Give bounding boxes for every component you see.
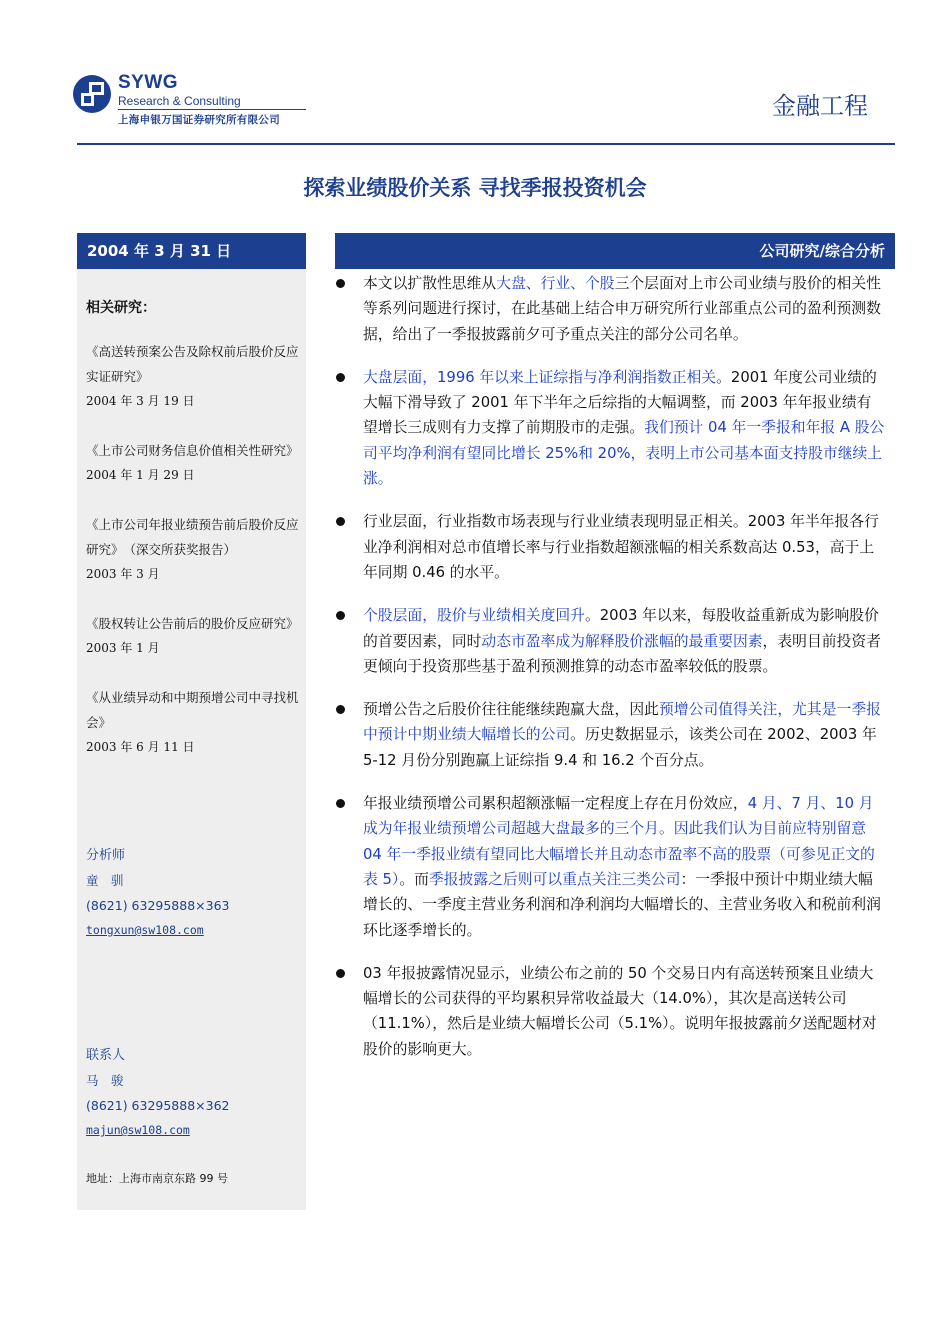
company-logo: [72, 70, 312, 130]
bullet-text: 03 年报披露情况显示，业绩公布之前的 50 个交易日内有高送转预案且业绩大幅增长的公司获得的平均累积异常收益最大（14.0%），其次是高送转公司（11.1%），然后是业绩大幅增长公司（5.1%）。说明年报披露前夕送配题材对股价的影响更大。: [363, 964, 877, 1058]
related-ref: [86, 438, 300, 488]
related-ref-date: 2003 年 6 月 11 日: [86, 740, 195, 754]
highlighted-text: 大盘层面，1996 年以来上证综指与净利润指数正相关: [363, 368, 717, 386]
logo-divider: [118, 109, 306, 110]
summary-bullet: [335, 697, 885, 773]
bullet-dot-icon: [336, 611, 345, 620]
related-research-title: 相关研究：: [86, 300, 156, 316]
related-ref-title: 《从业绩异动和中期预增公司中寻找机会》: [86, 690, 299, 730]
bullet-text: 。而: [399, 870, 429, 888]
summary-bullet: [335, 603, 885, 679]
analyst-label: 分析师: [86, 848, 126, 863]
logo-tagline: Research & Consulting: [118, 94, 241, 108]
bullet-text: 行业层面，行业指数市场表现与行业业绩表现明显正相关。2003 年半年报各行业净利润相对总市值增长率与行业指数超额涨幅的相关系数高达 0.53，高于上年同期 0.46 的水平。: [363, 513, 879, 581]
bullet-dot-icon: [336, 799, 345, 808]
highlighted-text: 个股层面，股价与业绩相关度回升: [363, 607, 585, 625]
bullet-text: 本文以扩散性思维从: [363, 275, 497, 292]
bullet-dot-icon: [336, 969, 345, 978]
contact-label: 联系人: [86, 1048, 126, 1063]
bullet-text: ，表明目前投资者更倾向于投资那些基于盈利预测推算的动态市盈率较低的股票。: [363, 632, 881, 675]
related-ref: [86, 685, 300, 760]
summary-bullet: [335, 271, 885, 347]
analyst-phone: (8621) 63295888×363: [86, 898, 230, 913]
related-ref: [86, 512, 300, 587]
highlighted-text: 预增公司值得关注，尤其是一季报中预计中期业绩大幅增长的公司: [363, 701, 881, 744]
related-ref-date: 2004 年 3 月 19 日: [86, 394, 195, 408]
highlighted-text: 我们预计 04 年一季报和年报 A 股公司平均净利润有望同比增长 25%和 20%，表明上市公司基本面支持股市继续上涨。: [363, 419, 885, 488]
related-ref-title: 《上市公司年报业绩预告前后股价反应研究》 （深交所获奖报告）: [86, 517, 299, 557]
highlighted-text: 大盘、行业、个股: [496, 275, 615, 292]
related-ref: [86, 339, 300, 414]
report-date: 2004 年 3 月 31 日: [77, 233, 306, 269]
related-ref-title: 《上市公司财务信息价值相关性研究》: [86, 443, 299, 458]
highlighted-text: 季报披露之后则可以重点关注三类公司: [428, 870, 681, 888]
contact-phone: (8621) 63295888×362: [86, 1098, 230, 1113]
summary-bullet: [335, 791, 885, 943]
summary-bullets: [335, 271, 885, 1080]
bullet-dot-icon: [336, 517, 345, 526]
analyst-name: 童 驯: [86, 873, 124, 888]
bullet-text: 三个层面对上市公司业绩与股价的相关性等系列问题进行探讨，在此基础上结合申万研究所行业部重点公司的盈利预测数据，给出了一季报披露前夕可予重点关注的部分公司名单。: [363, 275, 881, 343]
analyst-email-link[interactable]: tongxun@sw108.com: [86, 923, 204, 937]
section-label: 金融工程: [772, 92, 868, 120]
logo-abbr: SYWG: [118, 72, 179, 93]
summary-bullet: [335, 961, 885, 1062]
summary-bullet: [335, 365, 885, 491]
address: 地址：上海市南京东路 99 号: [86, 1172, 228, 1185]
logo-company-name: 上海申银万国证券研究所有限公司: [118, 114, 280, 126]
related-ref-title: 《股权转让公告前后的股价反应研究》: [86, 616, 299, 631]
contact-email-link[interactable]: majun@sw108.com: [86, 1123, 190, 1137]
bullet-text: 。2003 年以来，每股收益重新成为影响股价的首要因素，同时: [363, 607, 879, 650]
contact-name: 马 骏: [86, 1073, 124, 1088]
related-ref: [86, 611, 300, 661]
summary-bullet: [335, 509, 885, 585]
bullet-text: 。2001 年度公司业绩的大幅下滑导致了 2001 年下半年之后综指的大幅调整，而 2003 年年报业绩有望增长三成则有力支撑了前期股市的走强。: [363, 368, 877, 437]
bullet-text: 预增公告之后股价往往能继续跑赢大盘，因此: [363, 701, 659, 719]
bullet-dot-icon: [336, 279, 345, 288]
related-research: [86, 296, 300, 784]
sywg-logo-icon: [72, 74, 112, 114]
header-rule: [77, 143, 895, 145]
related-ref-title: 《高送转预案公告及除权前后股价反应实证研究》: [86, 344, 299, 384]
highlighted-text: 动态市盈率成为解释股价涨幅的最重要因素: [481, 632, 763, 650]
bullet-dot-icon: [336, 705, 345, 714]
related-ref-date: 2003 年 3 月: [86, 567, 160, 581]
related-ref-date: 2003 年 1 月: [86, 641, 160, 655]
highlighted-text: 4 月、7 月、10 月成为年报业绩预增公司超越大盘最多的三个月。因此我们认为目前应特别留意 04 年一季报业绩有望同比大幅增长并且动态市盈率不高的股票（可参见正文的表 5）: [363, 795, 875, 888]
bullet-text: ：一季报中预计中期业绩大幅增长的、一季度主营业务利润和净利润均大幅增长的、主营业务收入和税前利润环比逐季增长的。: [363, 870, 881, 939]
analyst-block: [86, 843, 300, 943]
report-category: 公司研究/综合分析: [335, 233, 895, 269]
related-ref-date: 2004 年 1 月 29 日: [86, 468, 195, 482]
bullet-text: 年报业绩预增公司累积超额涨幅一定程度上存在月份效应，: [363, 795, 748, 813]
bullet-dot-icon: [336, 373, 345, 382]
bullet-text: 。历史数据显示，该类公司在 2002、2003 年 5-12 月份分别跑赢上证综指 9.4 和 16.2 个百分点。: [363, 726, 877, 769]
report-title: 探索业绩股价关系 寻找季报投资机会: [303, 176, 647, 200]
contact-block: [86, 1043, 300, 1143]
